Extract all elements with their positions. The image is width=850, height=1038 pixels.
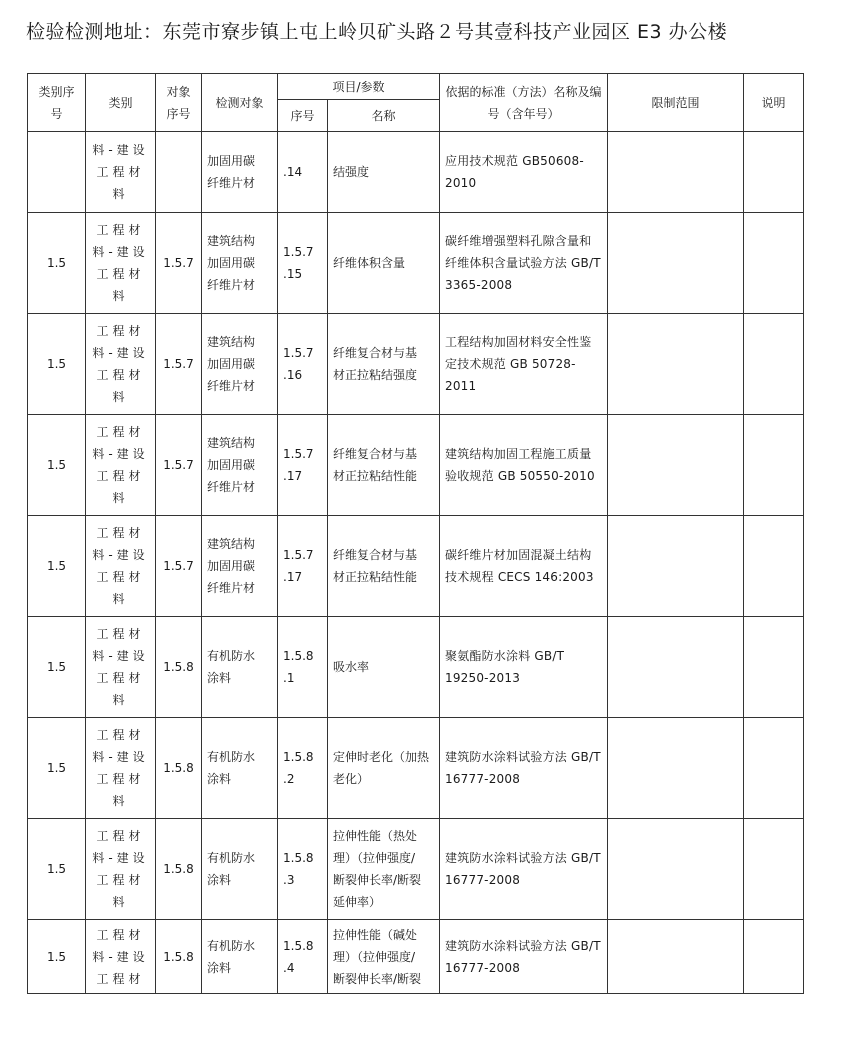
cell-object-seq: 1.5.7 xyxy=(156,314,202,415)
table-row xyxy=(28,415,804,516)
cell-category: 工程材 料-建设 工程材 料 xyxy=(86,516,156,617)
cell-standard: 聚氨酯防水涂料 GB/T 19250-2013 xyxy=(440,617,608,718)
cell-limit xyxy=(608,516,744,617)
cell-object-seq: 1.5.8 xyxy=(156,819,202,920)
cell-remark xyxy=(744,617,804,718)
header-limit: 限制范围 xyxy=(608,74,744,132)
cell-remark xyxy=(744,314,804,415)
cell-standard: 建筑结构加固工程施工质量 验收规范 GB 50550-2010 xyxy=(440,415,608,516)
cell-remark xyxy=(744,516,804,617)
cell-item-seq: 1.5.8 .1 xyxy=(278,617,328,718)
header-item-param: 项目/参数 xyxy=(278,74,440,100)
cell-object: 建筑结构 加固用碳 纤维片材 xyxy=(202,213,278,314)
cell-item-seq: 1.5.8 .2 xyxy=(278,718,328,819)
cell-standard: 应用技术规范 GB50608-2010 xyxy=(440,132,608,213)
cell-remark xyxy=(744,718,804,819)
cell-object-seq: 1.5.7 xyxy=(156,415,202,516)
cell-category-seq: 1.5 xyxy=(28,314,86,415)
table-row xyxy=(28,314,804,415)
cell-remark xyxy=(744,132,804,213)
cell-category-seq: 1.5 xyxy=(28,516,86,617)
header-object-seq: 对象序号 xyxy=(156,74,202,132)
cell-object: 有机防水 涂料 xyxy=(202,617,278,718)
cell-standard: 碳纤维片材加固混凝土结构 技术规程 CECS 146:2003 xyxy=(440,516,608,617)
cell-item-seq: 1.5.7 .16 xyxy=(278,314,328,415)
cell-object: 加固用碳 纤维片材 xyxy=(202,132,278,213)
cell-item-name: 结强度 xyxy=(328,132,440,213)
cell-limit xyxy=(608,314,744,415)
cell-category: 工程材 料-建设 工程材 料 xyxy=(86,213,156,314)
table-row xyxy=(28,617,804,718)
cell-object: 建筑结构 加固用碳 纤维片材 xyxy=(202,415,278,516)
cell-standard: 建筑防水涂料试验方法 GB/T 16777-2008 xyxy=(440,920,608,994)
cell-object-seq xyxy=(156,132,202,213)
cell-item-seq: 1.5.8 .4 xyxy=(278,920,328,994)
cell-limit xyxy=(608,617,744,718)
cell-object-seq: 1.5.8 xyxy=(156,920,202,994)
table-row xyxy=(28,132,804,213)
cell-item-name: 拉伸性能（碱处 理）（拉伸强度/ 断裂伸长率/断裂 xyxy=(328,920,440,994)
cell-item-name: 纤维复合材与基 材正拉粘结性能 xyxy=(328,516,440,617)
header-item-name: 名称 xyxy=(328,100,440,132)
table-row xyxy=(28,516,804,617)
cell-object: 建筑结构 加固用碳 纤维片材 xyxy=(202,516,278,617)
cell-category: 工程材 料-建设 工程材 料 xyxy=(86,819,156,920)
cell-object-seq: 1.5.8 xyxy=(156,718,202,819)
cell-limit xyxy=(608,132,744,213)
cell-category-seq: 1.5 xyxy=(28,718,86,819)
table-row xyxy=(28,213,804,314)
cell-item-seq: 1.5.8 .3 xyxy=(278,819,328,920)
cell-standard: 工程结构加固材料安全性鉴 定技术规范 GB 50728-2011 xyxy=(440,314,608,415)
cell-category-seq: 1.5 xyxy=(28,213,86,314)
cell-category: 工程材 料-建设 工程材 料 xyxy=(86,718,156,819)
cell-item-name: 纤维复合材与基 材正拉粘结性能 xyxy=(328,415,440,516)
cell-object-seq: 1.5.7 xyxy=(156,213,202,314)
cell-category-seq xyxy=(28,132,86,213)
cell-object: 有机防水 涂料 xyxy=(202,718,278,819)
table-row xyxy=(28,819,804,920)
cell-category-seq: 1.5 xyxy=(28,819,86,920)
cell-category: 料-建设 工程材料 xyxy=(86,132,156,213)
table-row xyxy=(28,718,804,819)
page-title: 检验检测地址：东莞市寮步镇上屯上岭贝矿头路２号其壹科技产业园区 E3 办公楼 xyxy=(26,21,728,43)
header-object: 检测对象 xyxy=(202,74,278,132)
cell-object: 有机防水 涂料 xyxy=(202,819,278,920)
cell-item-name: 纤维复合材与基 材正拉粘结强度 xyxy=(328,314,440,415)
cell-object: 有机防水 涂料 xyxy=(202,920,278,994)
cell-item-seq: 1.5.7 .15 xyxy=(278,213,328,314)
cell-item-name: 拉伸性能（热处 理）（拉伸强度/ 断裂伸长率/断裂 延伸率） xyxy=(328,819,440,920)
cell-limit xyxy=(608,415,744,516)
cell-item-name: 纤维体积含量 xyxy=(328,213,440,314)
header-item-seq: 序号 xyxy=(278,100,328,132)
cell-limit xyxy=(608,718,744,819)
cell-object-seq: 1.5.8 xyxy=(156,617,202,718)
cell-item-seq: .14 xyxy=(278,132,328,213)
cell-category-seq: 1.5 xyxy=(28,617,86,718)
cell-remark xyxy=(744,213,804,314)
table-row xyxy=(28,920,804,994)
cell-category: 工程材 料-建设 工程材 料 xyxy=(86,314,156,415)
cell-item-name: 定伸时老化（加热 老化） xyxy=(328,718,440,819)
cell-standard: 碳纤维增强塑料孔隙含量和 纤维体积含量试验方法 GB/T 3365-2008 xyxy=(440,213,608,314)
cell-category: 工程材 料-建设 工程材 xyxy=(86,920,156,994)
cell-remark xyxy=(744,819,804,920)
cell-category: 工程材 料-建设 工程材 料 xyxy=(86,415,156,516)
cell-limit xyxy=(608,920,744,994)
cell-object: 建筑结构 加固用碳 纤维片材 xyxy=(202,314,278,415)
cell-limit xyxy=(608,213,744,314)
cell-item-seq: 1.5.7 .17 xyxy=(278,415,328,516)
cell-remark xyxy=(744,920,804,994)
cell-item-name: 吸水率 xyxy=(328,617,440,718)
cell-standard: 建筑防水涂料试验方法 GB/T 16777-2008 xyxy=(440,819,608,920)
cell-category-seq: 1.5 xyxy=(28,415,86,516)
cell-item-seq: 1.5.7 .17 xyxy=(278,516,328,617)
cell-category: 工程材 料-建设 工程材 料 xyxy=(86,617,156,718)
header-category: 类别 xyxy=(86,74,156,132)
cell-object-seq: 1.5.7 xyxy=(156,516,202,617)
header-category-seq: 类别序号 xyxy=(28,74,86,132)
cell-remark xyxy=(744,415,804,516)
header-remark: 说明 xyxy=(744,74,804,132)
cell-limit xyxy=(608,819,744,920)
header-standard: 依据的标准（方法）名称及编号（含年号） xyxy=(440,74,608,132)
cell-category-seq: 1.5 xyxy=(28,920,86,994)
accreditation-table xyxy=(27,73,804,994)
cell-standard: 建筑防水涂料试验方法 GB/T 16777-2008 xyxy=(440,718,608,819)
